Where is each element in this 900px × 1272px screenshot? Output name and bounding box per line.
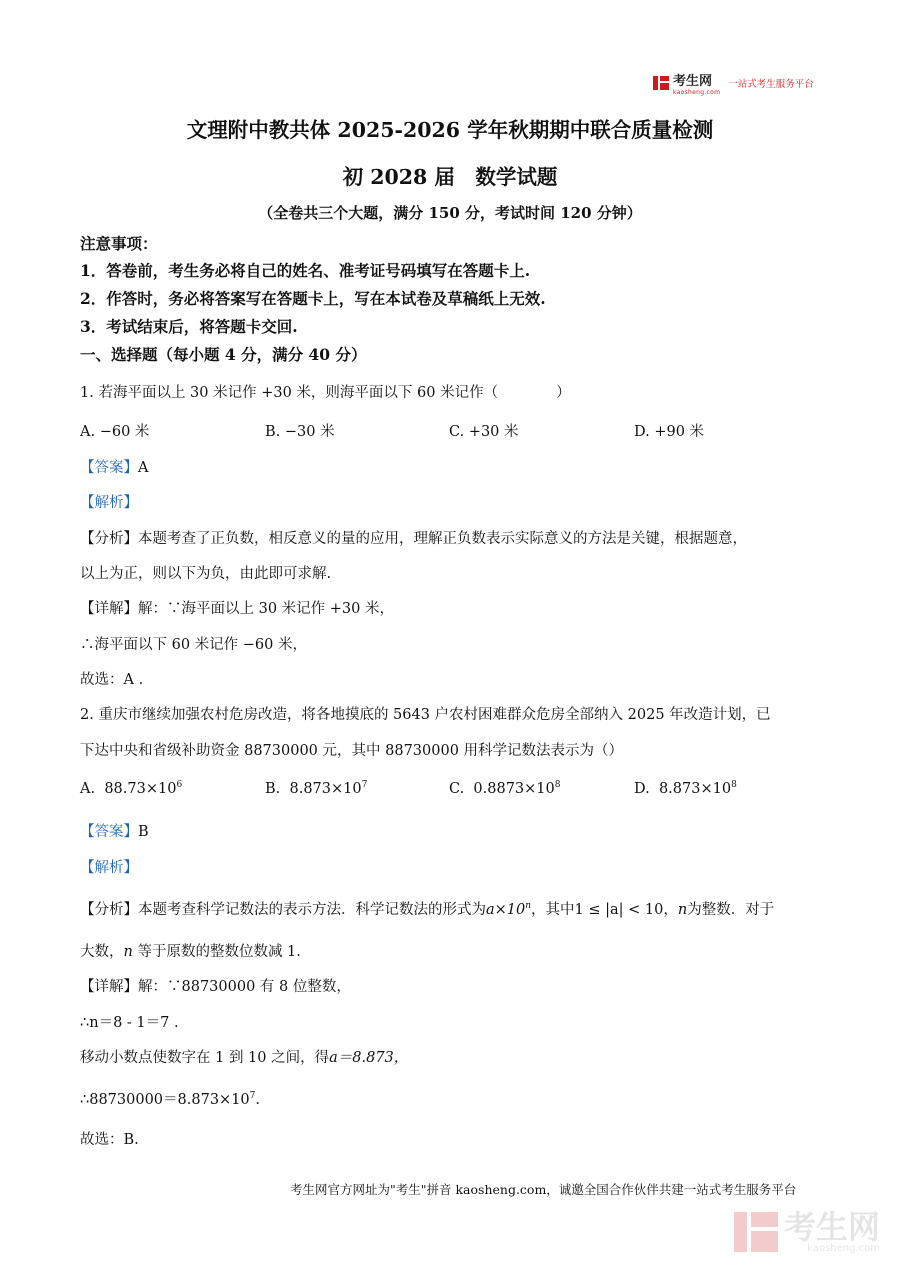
q2-fenxi-line2 bbox=[80, 940, 301, 961]
q1-fenxi-line1 bbox=[80, 527, 747, 548]
q2-choose: 故选：B. bbox=[80, 1132, 139, 1148]
notice-item-2: 2．作答时，务必将答案写在答题卡上，写在本试卷及草稿纸上无效. bbox=[80, 289, 546, 308]
q2-detail-line4 bbox=[80, 1088, 260, 1109]
q2-fenxi-line1 bbox=[80, 898, 774, 919]
variable-n: n bbox=[677, 902, 688, 918]
formula-a: a＝8.873， bbox=[329, 1050, 409, 1066]
q2-detail-line1 bbox=[80, 975, 351, 996]
option-mantissa: 8.873×10 bbox=[658, 780, 732, 797]
detail-text: 解：∵海平面以上 30 米记作 +30 米， bbox=[138, 601, 394, 617]
notice-item-1: 1．答卷前，考生务必将自己的姓名、准考证号码填写在答题卡上. bbox=[80, 261, 531, 280]
option-label: A. bbox=[80, 780, 96, 797]
q2-analysis-tag: 【解析】 bbox=[80, 860, 138, 876]
q2-option-c bbox=[449, 780, 560, 797]
detail-tag: 【详解】 bbox=[80, 601, 138, 617]
q2-option-a bbox=[80, 780, 182, 797]
q1-option-d: D. +90 米 bbox=[634, 424, 705, 440]
q1-detail-line2: ∴海平面以下 60 米记作 −60 米， bbox=[80, 637, 307, 653]
logo-name: 考生网 bbox=[673, 74, 713, 89]
option-mantissa: 88.73×10 bbox=[104, 780, 177, 797]
notice-item-3: 3．考试结束后，将答题卡交回. bbox=[80, 317, 298, 336]
q2-detail-line3 bbox=[80, 1046, 408, 1067]
option-exponent: 6 bbox=[176, 780, 183, 790]
exponent: 7 bbox=[249, 1091, 256, 1102]
fenxi-text-6: 等于原数的整数位数减 1. bbox=[137, 944, 301, 960]
formula-base: a×10 bbox=[486, 902, 526, 918]
fenxi-tag: 【分析】 bbox=[80, 902, 138, 918]
answer-tag: 【答案】 bbox=[80, 824, 138, 840]
fenxi-text: 本题考查了正负数，相反意义的量的应用，理解正负数表示实际意义的方法是关键，根据题意， bbox=[138, 531, 747, 547]
fenxi-text-4: 为整数．对于 bbox=[687, 902, 775, 918]
option-exponent: 7 bbox=[361, 780, 368, 790]
variable-n: n bbox=[123, 944, 133, 960]
answer-value: A bbox=[138, 460, 149, 476]
q2-answer bbox=[80, 820, 149, 841]
logo-slogan: 一站式考生服务平台 bbox=[728, 79, 814, 90]
option-label: D. bbox=[634, 780, 650, 797]
kaosheng-watermark-icon bbox=[734, 1210, 778, 1254]
detail-text: ∴88730000＝8.873×10 bbox=[80, 1092, 250, 1108]
formula-range: 1 ≤ |a| < 10 bbox=[574, 902, 664, 918]
q1-option-b: B. −30 米 bbox=[265, 424, 335, 440]
detail-text: 移动小数点使数字在 1 到 10 之间，得 bbox=[80, 1050, 330, 1066]
q2-detail-line2: ∴n＝8 - 1＝7 . bbox=[80, 1015, 179, 1031]
watermark-text-block bbox=[783, 1208, 880, 1254]
logo-sub: kaosheng.com bbox=[673, 89, 721, 96]
q1-option-a: A. −60 米 bbox=[80, 424, 150, 440]
option-label: C. bbox=[449, 780, 465, 797]
exam-title: 文理附中教共体 2025-2026 学年秋期期中联合质量检测 bbox=[186, 118, 714, 142]
logo-text bbox=[673, 70, 720, 96]
fenxi-text-3: ， bbox=[663, 902, 678, 918]
watermark-sub: kaosheng.com bbox=[807, 1243, 880, 1254]
fenxi-text-5: 大数， bbox=[80, 944, 124, 960]
q2-stem-line2: 下达中央和省级补助资金 88730000 元，其中 88730000 用科学记数法表示为（） bbox=[80, 743, 624, 759]
section-heading: 一、选择题（每小题 4 分，满分 40 分） bbox=[80, 345, 367, 364]
page-footer: 考生网官方网址为"考生"拼音 kaosheng.com，诚邀全国合作伙伴共建一站式考生服务平台 bbox=[290, 1182, 797, 1197]
fenxi-text-2: ，其中 bbox=[531, 902, 575, 918]
option-exponent: 8 bbox=[731, 780, 737, 790]
q1-analysis-tag: 【解析】 bbox=[80, 495, 138, 511]
fenxi-tag: 【分析】 bbox=[80, 531, 138, 547]
option-mantissa: 8.873×10 bbox=[289, 780, 362, 797]
q2-option-b bbox=[265, 780, 367, 797]
option-label: B. bbox=[265, 780, 281, 797]
fenxi-text: 本题考查科学记数法的表示方法．科学记数法的形式为 bbox=[138, 902, 486, 918]
watermark-logo bbox=[734, 1210, 880, 1254]
q1-stem: 1. 若海平面以上 30 米记作 +30 米，则海平面以下 60 米记作（ ） bbox=[80, 385, 571, 401]
q1-fenxi-line2: 以上为正，则以下为负，由此即可求解. bbox=[80, 566, 332, 582]
detail-text: 解：∵88730000 有 8 位整数， bbox=[138, 979, 351, 995]
exponent-n: n bbox=[525, 901, 532, 912]
q1-choose: 故选：A . bbox=[80, 672, 144, 688]
q1-answer bbox=[80, 456, 148, 477]
brand-logo bbox=[653, 72, 814, 94]
q1-option-c: C. +30 米 bbox=[449, 424, 519, 440]
watermark-text: 考生网 bbox=[783, 1208, 880, 1246]
q1-detail-line1 bbox=[80, 597, 394, 618]
exam-subtitle: 初 2028 届 数学试题 bbox=[342, 165, 558, 189]
period: . bbox=[255, 1092, 260, 1108]
answer-value: B bbox=[138, 824, 149, 840]
q2-option-d bbox=[634, 780, 737, 797]
exam-info: （全卷共三个大题，满分 150 分，考试时间 120 分钟） bbox=[258, 204, 642, 222]
option-mantissa: 0.8873×10 bbox=[473, 780, 555, 797]
q2-stem-line1: 2. 重庆市继续加强农村危房改造，将各地摸底的 5643 户农村困难群众危房全部纳入 2025 年改造计划，已 bbox=[80, 707, 771, 723]
kaosheng-logo-icon bbox=[653, 75, 669, 91]
answer-tag: 【答案】 bbox=[80, 460, 138, 476]
detail-tag: 【详解】 bbox=[80, 979, 138, 995]
notice-heading: 注意事项： bbox=[80, 234, 158, 253]
option-exponent: 8 bbox=[554, 780, 561, 790]
